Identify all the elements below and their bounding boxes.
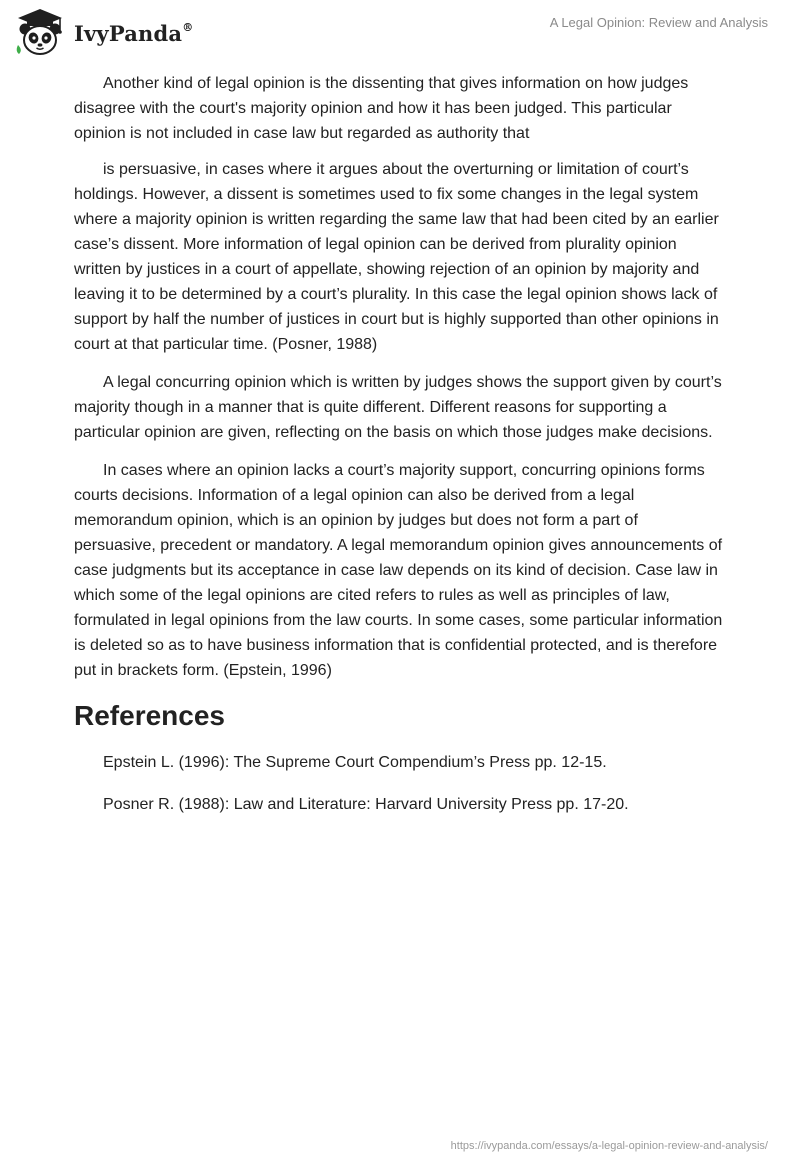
brand-name-text: IvyPanda: [74, 20, 183, 46]
source-url[interactable]: https://ivypanda.com/essays/a-legal-opinion-review-and-analysis/: [450, 1140, 768, 1152]
body-paragraph: Another kind of legal opinion is the dissenting that gives information on how judges disagree with the court's majority opinion and how it has been judged. This particular opinion is not included in case law but regarded as authority that: [74, 75, 689, 142]
page-header: [0, 0, 800, 60]
brand-logo[interactable]: [14, 7, 193, 57]
reference-item: Epstein L. (1996): The Supreme Court Compendium’s Press pp. 12-15.: [103, 754, 607, 771]
body-paragraph: is persuasive, in cases where it argues about the overturning or limitation of court’s holdings. However, a dissent is sometimes used to fix some changes in the legal system where a majority opinion is written regarding the same law that had been cited by an earlier case’s dissent. More information of legal opinion can be derived from plurality opinion written by justices in a court of appellate, showing rejection of an opinion by majority and leaving it to be determined by a court’s plurality. In this case the legal opinion shows lack of support by half the number of justices in court but is highly supported than other opinions in court at that particular time. (Posner, 1988): [74, 161, 719, 353]
body-paragraph: In cases where an opinion lacks a court’s majority support, concurring opinions forms courts decisions. Information of a legal opinion can also be derived from a legal memorandum opinion, which is an opinion by judges but does not form a part of persuasive, precedent or mandatory. A legal memorandum opinion gives announcements of case judgments but its acceptance in case law depends on its kind of decision. Case law in which some of the legal opinions are cited refers to rules as well as principles of law, formulated in legal opinions from the law courts. In some cases, some particular information is deleted so as to have business information that is confidential protected, and is therefore put in brackets form. (Epstein, 1996): [74, 462, 723, 679]
body-paragraph: A legal concurring opinion which is written by judges shows the support given by court’s majority though in a manner that is quite different. Different reasons for supporting a particular opinion are given, reflecting on the basis on which those judges make decisions.: [74, 374, 722, 441]
reference-item: Posner R. (1988): Law and Literature: Harvard University Press pp. 17-20.: [103, 796, 629, 813]
brand-name: [74, 21, 193, 46]
references-heading: References: [74, 700, 225, 731]
essay-content: [74, 71, 724, 834]
document-title: A Legal Opinion: Review and Analysis: [549, 15, 768, 30]
panda-graduate-icon: [14, 7, 66, 57]
registered-mark: ®: [182, 20, 194, 34]
